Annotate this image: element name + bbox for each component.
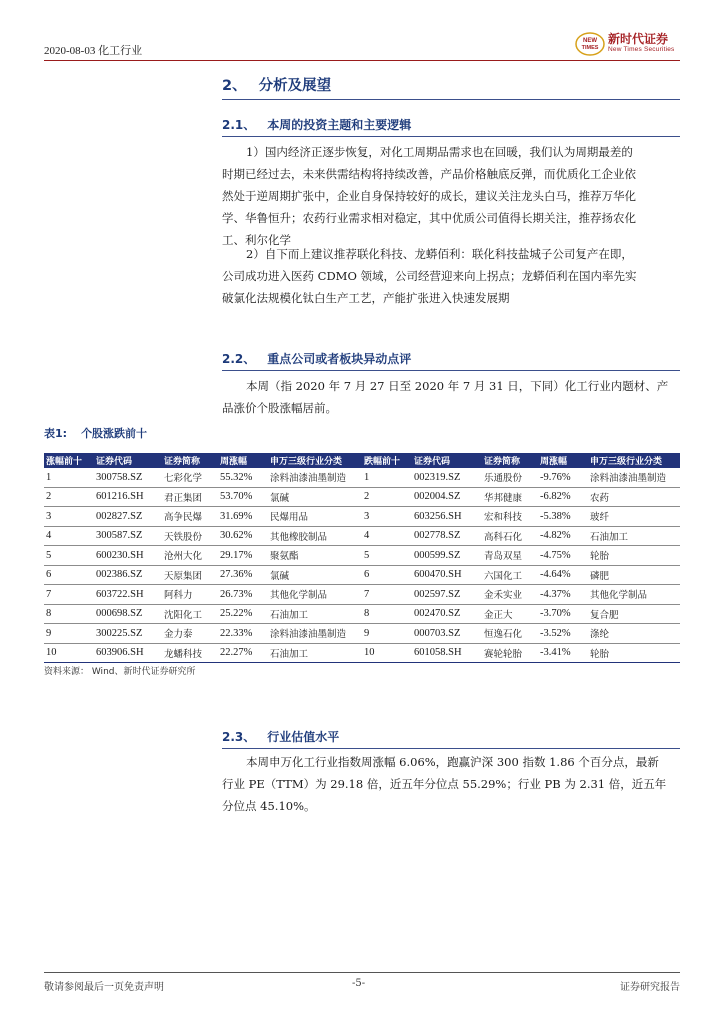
text-line: 品涨价个股涨幅居前。 (222, 401, 337, 415)
table-cell: 轮胎 (588, 643, 680, 663)
table-caption (44, 425, 147, 441)
table-cell: 603906.SH (94, 643, 162, 663)
column-header: 周涨幅 (218, 453, 268, 468)
logo-company-name: 新时代证券 (608, 32, 669, 46)
table-cell: -9.76% (538, 468, 588, 487)
table-cell: 氯碱 (268, 565, 362, 585)
text-line: 2）自下而上建议推荐联化科技、龙蟒佰利：联化科技盐城子公司复产在即， (246, 247, 633, 261)
table-cell: 300587.SZ (94, 526, 162, 546)
column-header: 证券代码 (94, 453, 162, 468)
table-caption-title: 个股涨跌前十 (81, 427, 148, 440)
table-cell: -3.41% (538, 643, 588, 663)
section-2-2-title: 重点公司或者板块异动点评 (267, 352, 412, 366)
table-cell: 其他化学制品 (588, 585, 680, 605)
table-cell: 复合肥 (588, 604, 680, 624)
table-cell: 26.73% (218, 585, 268, 605)
table-cell: -3.52% (538, 624, 588, 644)
table-row (44, 604, 680, 624)
svg-text:TIMES: TIMES (581, 45, 599, 51)
table-cell: 龙蟠科技 (162, 643, 218, 663)
company-logo (574, 30, 686, 58)
table-cell: 3 (362, 507, 412, 527)
table-cell: 002778.SZ (412, 526, 482, 546)
header-date-industry: 2020-08-03 化工行业 (44, 45, 143, 57)
table-row (44, 487, 680, 507)
table-cell: -5.38% (538, 507, 588, 527)
table-cell: 30.62% (218, 526, 268, 546)
table-cell: 沧州大化 (162, 546, 218, 566)
text-line: 工、利尔化学 (222, 233, 291, 247)
column-header: 周涨幅 (538, 453, 588, 468)
column-header: 证券简称 (482, 453, 538, 468)
table-row (44, 565, 680, 585)
column-header: 申万三级行业分类 (588, 453, 680, 468)
text-line: 1）国内经济正逐步恢复，对化工周期品需求也在回暖，我们认为周期最差的 (246, 145, 633, 159)
table-cell: 6 (362, 565, 412, 585)
section-2-3-title: 行业估值水平 (267, 730, 340, 744)
table-cell: 六国化工 (482, 565, 538, 585)
text-line: 行业 PE（TTM）为 29.18 倍，近五年分位点 55.29%；行业 PB 为 2.31 倍，近五年 (222, 777, 667, 791)
table-cell: 000703.SZ (412, 624, 482, 644)
table-cell: 5 (44, 546, 94, 566)
table-cell: 1 (44, 468, 94, 487)
table-cell: 53.70% (218, 487, 268, 507)
table-cell: 7 (44, 585, 94, 605)
text-line: 学、华鲁恒升；农药行业需求相对稳定，其中优质公司值得长期关注，推荐扬农化 (222, 211, 636, 225)
table-cell: 乐通股份 (482, 468, 538, 487)
table-cell: 轮胎 (588, 546, 680, 566)
logo-mark-icon (574, 30, 608, 58)
table-cell: 2 (362, 487, 412, 507)
table-row (44, 585, 680, 605)
table-cell: 601058.SH (412, 643, 482, 663)
section-2-number: 2、 (222, 78, 247, 94)
logo-company-english: New Times Securities (608, 46, 675, 53)
section-2-title: 分析及展望 (258, 78, 332, 94)
table-row (44, 526, 680, 546)
table-cell: 002319.SZ (412, 468, 482, 487)
table-cell: 金正大 (482, 604, 538, 624)
table-cell: 涤纶 (588, 624, 680, 644)
text-line: 然处于逆周期扩张中，企业自身保持较好的成长，建议关注龙头白马，推荐万华化 (222, 189, 636, 203)
section-2-1-rule (222, 136, 680, 137)
table-cell: 10 (362, 643, 412, 663)
section-2-1-paragraph-2 (222, 243, 680, 309)
table-caption-label: 表1: (44, 427, 68, 440)
text-line: 破氯化法规模化钛白生产工艺，产能扩张进入快速发展期 (222, 291, 510, 305)
table-cell: 31.69% (218, 507, 268, 527)
table-cell: 600470.SH (412, 565, 482, 585)
stock-movers-table (44, 453, 680, 663)
section-2-3-rule (222, 748, 680, 749)
table-cell: 9 (362, 624, 412, 644)
table-cell: 29.17% (218, 546, 268, 566)
footer-disclaimer[interactable]: 敬请参阅最后一页免责声明 (44, 982, 164, 993)
section-2-2-number: 2.2、 (222, 352, 256, 366)
table-row (44, 546, 680, 566)
table-cell: 9 (44, 624, 94, 644)
table-cell: 华邦健康 (482, 487, 538, 507)
table-cell: 1 (362, 468, 412, 487)
table-cell: 2 (44, 487, 94, 507)
table-cell: 金禾实业 (482, 585, 538, 605)
table-cell: 涂料油漆油墨制造 (588, 468, 680, 487)
section-2-1-heading (222, 116, 411, 133)
table-cell: 55.32% (218, 468, 268, 487)
table-cell: 石油加工 (268, 643, 362, 663)
table-cell: 赛轮轮胎 (482, 643, 538, 663)
table-cell: 高争民爆 (162, 507, 218, 527)
table-body (44, 468, 680, 663)
table-cell: 金力泰 (162, 624, 218, 644)
table-cell: 5 (362, 546, 412, 566)
table-cell: 8 (362, 604, 412, 624)
table-cell: 300225.SZ (94, 624, 162, 644)
text-line: 分位点 45.10%。 (222, 799, 316, 813)
column-header: 证券简称 (162, 453, 218, 468)
footer-divider (44, 972, 680, 973)
table-cell: -4.64% (538, 565, 588, 585)
table-cell: 民爆用品 (268, 507, 362, 527)
table-cell: 青岛双星 (482, 546, 538, 566)
table-cell: 宏和科技 (482, 507, 538, 527)
text-line: 本周申万化工行业指数周涨幅 6.06%，跑赢沪深 300 指数 1.86 个百分点，最新 (246, 755, 659, 769)
table-cell: 氯碱 (268, 487, 362, 507)
table-cell: 600230.SH (94, 546, 162, 566)
table-cell: 4 (44, 526, 94, 546)
table-cell: 君正集团 (162, 487, 218, 507)
table-cell: 涂料油漆油墨制造 (268, 468, 362, 487)
table-cell: 7 (362, 585, 412, 605)
table-cell: 25.22% (218, 604, 268, 624)
table-cell: 涂料油漆油墨制造 (268, 624, 362, 644)
table-cell: 恒逸石化 (482, 624, 538, 644)
header-divider (44, 60, 680, 61)
footer-page-number: -5- (352, 978, 366, 989)
section-2-2-paragraph (222, 375, 680, 419)
table-row (44, 507, 680, 527)
section-2-3-heading (222, 728, 339, 745)
table-cell: 阿科力 (162, 585, 218, 605)
section-2-2-rule (222, 370, 680, 371)
table-cell: -6.82% (538, 487, 588, 507)
table-cell: 002470.SZ (412, 604, 482, 624)
table-cell: 其他化学制品 (268, 585, 362, 605)
table-row (44, 624, 680, 644)
table-cell: 磷肥 (588, 565, 680, 585)
table-cell: -3.70% (538, 604, 588, 624)
table-cell: 高科石化 (482, 526, 538, 546)
table-row (44, 643, 680, 663)
column-header: 申万三级行业分类 (268, 453, 362, 468)
section-2-3-paragraph (222, 751, 680, 817)
table-cell: 6 (44, 565, 94, 585)
table-cell: 天铁股份 (162, 526, 218, 546)
column-header: 跌幅前十 (362, 453, 412, 468)
table-cell: -4.37% (538, 585, 588, 605)
section-2-1-title: 本周的投资主题和主要逻辑 (267, 118, 412, 132)
section-2-1-number: 2.1、 (222, 118, 256, 132)
table-cell: 其他橡胶制品 (268, 526, 362, 546)
table-cell: 4 (362, 526, 412, 546)
table-cell: 8 (44, 604, 94, 624)
section-2-heading (222, 74, 331, 95)
table-cell: 27.36% (218, 565, 268, 585)
table-cell: 天原集团 (162, 565, 218, 585)
table-cell: 000599.SZ (412, 546, 482, 566)
table-cell: -4.75% (538, 546, 588, 566)
text-line: 时期已经过去，未来供需结构将持续改善，产品价格触底反弹，而优质化工企业依 (222, 167, 636, 181)
table-cell: 沈阳化工 (162, 604, 218, 624)
table-cell: 聚氨酯 (268, 546, 362, 566)
table-cell: 300758.SZ (94, 468, 162, 487)
text-line: 本周（指 2020 年 7 月 27 日至 2020 年 7 月 31 日，下同）化工行业内题材、产 (246, 379, 669, 393)
section-2-2-heading (222, 350, 411, 367)
table-cell: 七彩化学 (162, 468, 218, 487)
table-row (44, 468, 680, 487)
section-2-rule (222, 99, 680, 100)
table-cell: 002004.SZ (412, 487, 482, 507)
table-header-row (44, 453, 680, 468)
table-cell: 002386.SZ (94, 565, 162, 585)
table-cell: 石油加工 (588, 526, 680, 546)
table-cell: 22.27% (218, 643, 268, 663)
section-2-3-number: 2.3、 (222, 730, 256, 744)
table-cell: 3 (44, 507, 94, 527)
table-cell: 603256.SH (412, 507, 482, 527)
column-header: 证券代码 (412, 453, 482, 468)
table-source-note: 资料来源： Wind、新时代证券研究所 (44, 667, 196, 677)
table-cell: 601216.SH (94, 487, 162, 507)
table-cell: 000698.SZ (94, 604, 162, 624)
column-header: 涨幅前十 (44, 453, 94, 468)
text-line: 公司成功进入医药 CDMO 领域，公司经营迎来向上拐点；龙蟒佰利在国内率先实 (222, 269, 637, 283)
svg-text:NEW: NEW (583, 38, 597, 44)
footer-report-type: 证券研究报告 (620, 982, 680, 993)
table-cell: 农药 (588, 487, 680, 507)
table-cell: -4.82% (538, 526, 588, 546)
table-cell: 玻纤 (588, 507, 680, 527)
table-cell: 002827.SZ (94, 507, 162, 527)
section-2-1-paragraph-1 (222, 141, 680, 251)
table-cell: 22.33% (218, 624, 268, 644)
table-cell: 10 (44, 643, 94, 663)
table-cell: 603722.SH (94, 585, 162, 605)
table-cell: 002597.SZ (412, 585, 482, 605)
table-cell: 石油加工 (268, 604, 362, 624)
